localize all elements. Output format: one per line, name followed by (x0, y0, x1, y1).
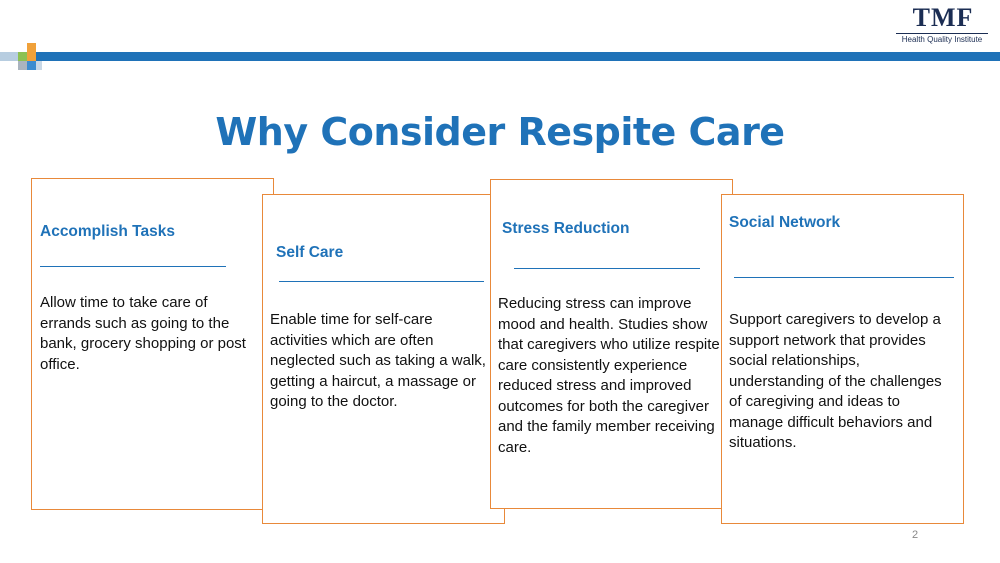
card-divider (279, 281, 484, 282)
accent-square-green (18, 52, 27, 61)
card-social-network (721, 194, 964, 524)
card-self-care (262, 194, 505, 524)
logo-wordmark: TMF (912, 3, 974, 32)
accent-square-orange (27, 52, 36, 61)
header-stripe (36, 52, 1000, 61)
card-heading: Self Care (276, 244, 344, 261)
accent-square-gray (18, 61, 27, 70)
logo-subtitle: Health Quality Institute (901, 35, 983, 44)
card-heading: Social Network (729, 214, 841, 231)
slide-title: Why Consider Respite Care (215, 110, 785, 154)
card-divider (40, 266, 226, 267)
page-number: 2 (912, 529, 919, 541)
accent-square-orange-small (27, 43, 36, 52)
header-stripe-light (0, 52, 18, 61)
card-body: Enable time for self-care activities which are often neglected such as taking a walk, getting a haircut, a massage or going to the doctor. (270, 311, 486, 410)
card-heading: Accomplish Tasks (40, 223, 175, 240)
tmf-logo (892, 4, 992, 50)
card-divider (514, 268, 700, 269)
card-body: Reducing stress can improve mood and health. Studies show that caregivers who utilize respite care consistently experience reduced stress and improved outcomes for both the caregiver and the family member receiving care. (498, 295, 720, 456)
logo-divider (896, 33, 988, 34)
accent-square-light (36, 61, 42, 70)
card-stress-reduction (490, 179, 733, 509)
card-heading: Stress Reduction (502, 220, 630, 237)
card-body: Allow time to take care of errands such as going to the bank, grocery shopping or post office. (40, 294, 246, 373)
card-accomplish-tasks (31, 178, 274, 510)
card-body: Support caregivers to develop a support network that provides social relationships, understanding of the challenges of caregiving and ideas to manage difficult behaviors and situations. (729, 311, 942, 451)
card-divider (734, 277, 954, 278)
accent-square-blue (27, 61, 36, 70)
